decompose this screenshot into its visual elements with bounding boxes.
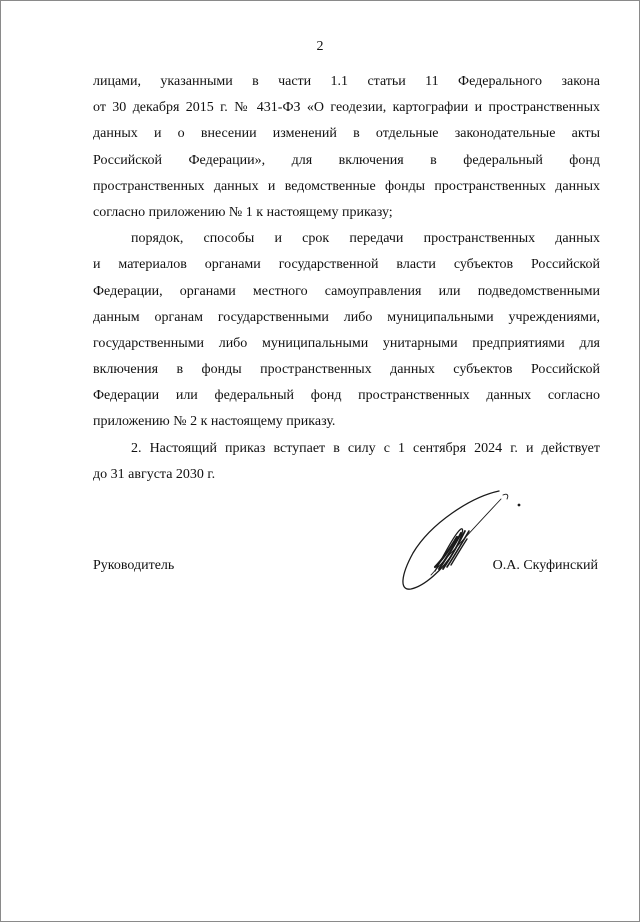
text-line: пространственных данных и ведомственные фонды пространственных данных <box>93 178 600 194</box>
paragraph-procedure <box>93 226 600 436</box>
text-line: лицами, указанными в части 1.1 статьи 11 Федерального закона <box>93 74 600 89</box>
text-line: государственными либо муниципальными унитарными предприятиями для <box>93 335 600 351</box>
text-line: Российской Федерации», для включения в федеральный фонд <box>93 152 600 168</box>
text-line: порядок, способы и срок передачи пространственных данных <box>131 231 600 247</box>
signatory-name: О.А. Скуфинский <box>492 558 598 573</box>
signatory-position: Руководитель <box>93 558 175 573</box>
text-line: от 30 декабря 2015 г. № 431-ФЗ «О геодезии, картографии и пространственных <box>93 100 600 116</box>
text-line: 2. Настоящий приказ вступает в силу с 1 сентября 2024 г. и действует <box>131 440 600 456</box>
text-line: согласно приложению № 1 к настоящему приказу; <box>93 204 393 220</box>
text-line: приложению № 2 к настоящему приказу. <box>93 414 336 430</box>
text-line: Федерации или федеральный фонд пространственных данных согласно <box>93 388 600 404</box>
text-line: данных и о внесении изменений в отдельные законодательные акты <box>93 126 600 142</box>
handwritten-signature <box>391 483 531 598</box>
text-line: данным органам государственными либо муниципальными учреждениями, <box>93 309 600 325</box>
text-line: и материалов органами государственной власти субъектов Российской <box>93 257 600 273</box>
page-number: 2 <box>316 39 324 54</box>
document-body <box>93 69 600 488</box>
text-line: до 31 августа 2030 г. <box>93 466 216 482</box>
text-line: Федерации, органами местного самоуправления или подведомственными <box>93 283 600 299</box>
text-line: включения в фонды пространственных данных субъектов Российской <box>93 362 600 378</box>
paragraph-effective-date <box>93 436 600 488</box>
paragraph-continuation <box>93 69 600 226</box>
